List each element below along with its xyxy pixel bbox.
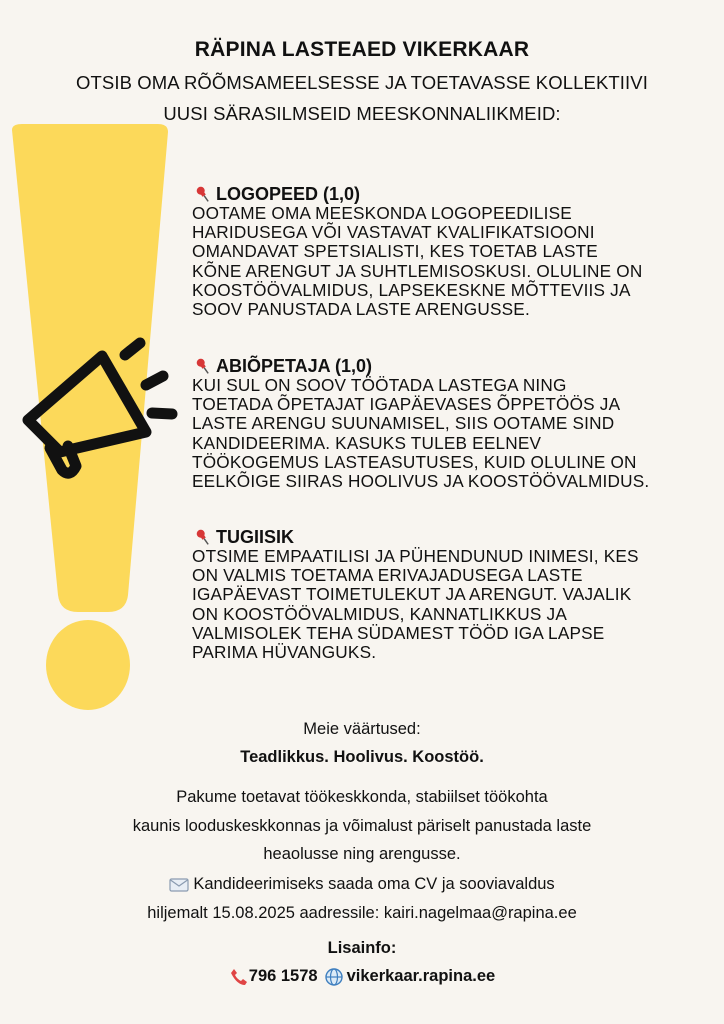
job-description-line: TOETADA ÕPETAJAT IGAPÄEVASES ÕPPETÖÖS JA [192,394,621,415]
job-description-line: ON VALMIS TOETAMA ERIVAJADUSEGA LASTE [192,565,583,586]
values-text: Teadlikkus. Hoolivus. Koostöö. [240,748,484,766]
job-description-line: SOOV PANUSTADA LASTE ARENGUSSE. [192,299,530,320]
subtitle-line-1: OTSIB OMA RÕÕMSAMEELSESSE JA TOETAVASSE KOLLEKTIIVI [76,72,648,93]
job-description-line: EELKÕIGE SIIRAS HOOLIVUS JA KOOSTÖÖVALMIDUS. [192,471,650,492]
page-title: RÄPINA LASTEAED VIKERKAAR [194,38,530,61]
job-title-text: TUGIISIK [216,527,295,547]
job-title [192,357,712,376]
exclamation-dot [46,620,130,710]
job-description [192,376,712,491]
job-title-text: LOGOPEED (1,0) [216,184,361,204]
job-description [192,204,712,319]
offer-line: Pakume toetavat töökeskkonda, stabiilset töökohta [176,788,548,806]
job-description-line: KUI SUL ON SOOV TÖÖTADA LASTEGA NING [192,375,567,395]
job-description-line: HARIDUSEGA VÕI VASTAVAT KVALIFIKATSIOONI [192,222,595,243]
job-description-line: TÖÖKOGEMUS LASTEASUTUSES, KUID OLULINE ON [192,451,637,472]
job-description-line: ON KOOSTÖÖVALMIDUS, KANNATLIKKUS JA [192,603,568,624]
website-link[interactable]: vikerkaar.rapina.ee [346,967,496,985]
values-label: Meie väärtused: [303,720,421,738]
subtitle-line-2: UUSI SÄRASILMSEID MEESKONNALIIKMEID: [163,103,561,124]
job-description-line: OTSIME EMPAATILISI JA PÜHENDUNUD INIMESI, KES [192,546,639,566]
contact-line [0,962,724,991]
pushpin-icon [192,357,214,376]
apply-line [0,870,724,899]
job-title-text: ABIÕPETAJA (1,0) [216,356,373,376]
pushpin-icon [192,185,214,204]
apply-line-text: Kandideerimiseks saada oma CV ja sooviavaldus [193,875,555,893]
globe-icon [324,967,344,987]
apply-line: hiljemalt 15.08.2025 aadressile: kairi.nagelmaa@rapina.ee [147,903,577,922]
envelope-icon [169,878,189,892]
job-listing-abiopetaja [192,357,712,491]
offer-text [0,783,724,869]
pushpin-icon [192,528,214,547]
job-description [192,547,712,662]
job-description-line: IGAPÄEVAST TOIMETULEKUT JA ARENGUT. VAJALIK [192,584,632,605]
job-description-line: OMANDAVAT SPETSIALISTI, KES TOETAB LASTE [192,241,598,262]
offer-line: heaolusse ning arengusse. [263,845,461,863]
job-description-line: OOTAME OMA MEESKONDA LOGOPEEDILISE [192,203,572,223]
phone-number[interactable]: 796 1578 [248,967,318,985]
phone-icon [229,967,249,987]
job-description-line: KANDIDEERIMA. KASUKS TULEB EELNEV [192,432,542,453]
apply-text [0,870,724,927]
offer-line: kaunis looduskeskkonnas ja võimalust päriselt panustada laste [132,816,592,835]
job-description-line: LASTE ARENGU SUUNAMISEL, SIIS OOTAME SIND [192,413,615,434]
info-label: Lisainfo: [327,939,397,957]
job-listing-tugiisik [192,528,712,662]
job-description-line: VALMISOLEK TEHA SÜDAMEST TÖÖD IGA LAPSE [192,622,605,643]
job-title [192,185,712,204]
job-listing-logopeed [192,185,712,319]
job-description-line: KOOSTÖÖVALMIDUS, LAPSEKESKNE MÕTTEVIIS JA [192,279,631,300]
job-description-line: PARIMA HÜVANGUKS. [192,642,377,663]
job-title [192,528,712,547]
job-description-line: KÕNE ARENGUT JA SUHTLEMISOSKUSI. OLULINE ON [192,260,643,281]
